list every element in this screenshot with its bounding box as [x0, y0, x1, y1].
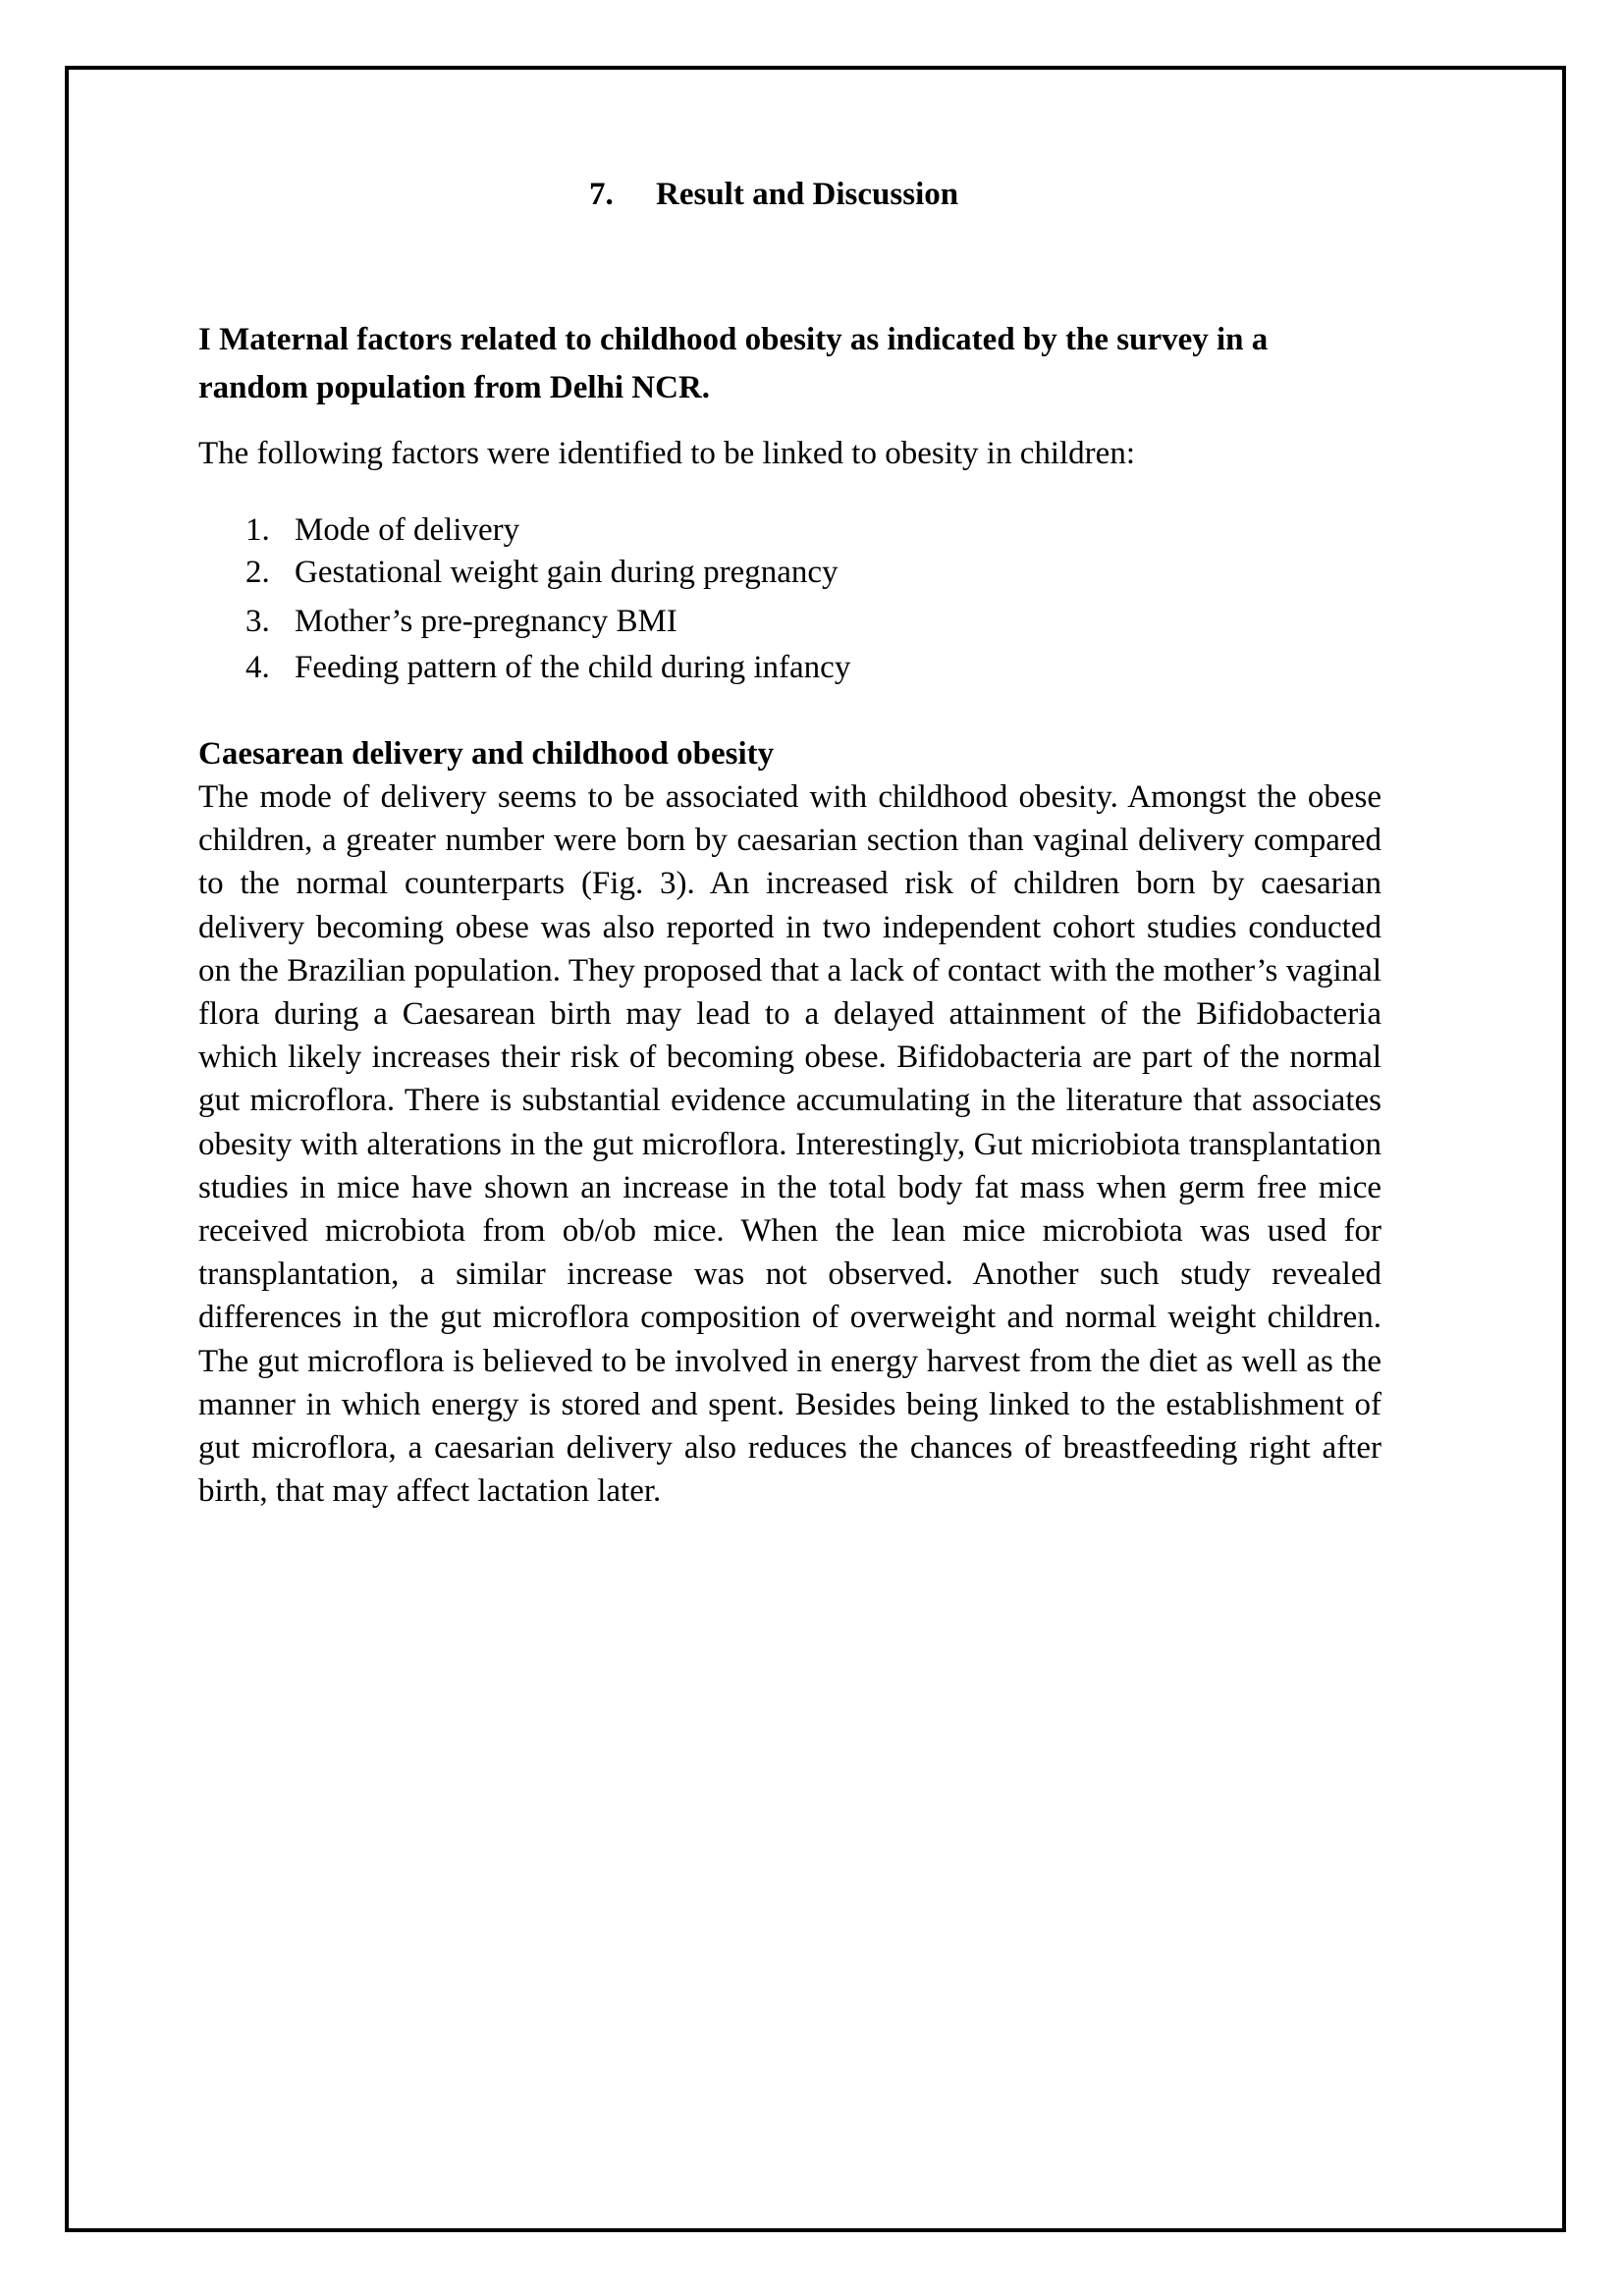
factor-text: Feeding pattern of the child during infancy [295, 650, 851, 685]
section-title [589, 177, 958, 212]
factor-number: 2. [245, 555, 270, 590]
factor-list-item [245, 553, 850, 592]
topic-heading: Caesarean delivery and childhood obesity [198, 736, 775, 772]
factor-list-item [245, 648, 850, 687]
section-title-text: Result and Discussion [656, 177, 959, 212]
factor-text: Mother’s pre-pregnancy BMI [295, 604, 677, 639]
factor-list [245, 510, 850, 687]
factor-list-item [245, 510, 850, 550]
factor-number: 4. [245, 650, 270, 685]
section-number: 7. [589, 177, 614, 212]
factor-text: Gestational weight gain during pregnancy [295, 555, 839, 590]
topic-paragraph: The mode of delivery seems to be associated with childhood obesity. Amongst the obese children, a greater number were born by caesarian section than vaginal delivery compared to the normal counterparts (Fig. 3). An increased risk of children born by caesarian delivery becoming obese was also reported in two independent cohort studies conducted on the Brazilian population. They proposed that a lack of contact with the mother’s vaginal flora during a Caesarean birth may lead to a delayed attainment of the Bifidobacteria which likely increases their risk of becoming obese. Bifidobacteria are part of the normal gut microflora. There is substantial evidence accumulating in the literature that associates obesity with alterations in the gut microflora. Interestingly, Gut micriobiota transplantation studies in mice have shown an increase in the total body fat mass when germ free mice received microbiota from ob/ob mice. When the lean mice microbiota was used for transplantation, a similar increase was not observed. Another such study revealed differences in the gut microflora composition of overweight and normal weight children. The gut microflora is believed to be involved in energy harvest from the diet as well as the manner in which energy is stored and spent. Besides being linked to the establishment of gut microflora, a caesarian delivery also reduces the chances of breastfeeding right after birth, that may affect lactation later. [198, 779, 1381, 1510]
factor-text: Mode of delivery [295, 512, 520, 548]
intro-sentence: The following factors were identified to be linked to obesity in children: [198, 436, 1135, 471]
factor-list-item [245, 602, 850, 641]
subsection-heading: I Maternal factors related to childhood obesity as indicated by the survey in a random population from Delhi NCR. [198, 322, 1269, 405]
factor-number: 3. [245, 604, 270, 639]
factor-number: 1. [245, 512, 270, 548]
